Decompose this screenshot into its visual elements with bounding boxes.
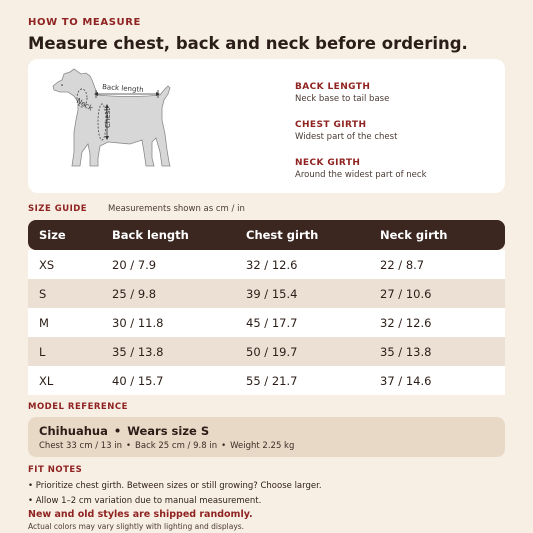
definition-desc: Around the widest part of neck	[295, 170, 427, 180]
column-header-back-length: Back length	[112, 228, 189, 242]
cell-neck-girth: 37 / 14.6	[380, 373, 432, 388]
size-table	[28, 220, 505, 395]
cell-chest-girth: 45 / 17.7	[246, 315, 298, 330]
cell-size: M	[39, 315, 49, 330]
model-reference-label: MODEL REFERENCE	[28, 402, 128, 412]
cell-size: S	[39, 286, 47, 301]
definition-desc: Widest part of the chest	[295, 132, 398, 142]
diagram-card	[28, 59, 505, 193]
definition-chest-girth	[295, 119, 495, 144]
color-disclaimer: Actual colors may vary slightly with lighting and displays.	[28, 522, 245, 531]
cell-back-length: 20 / 7.9	[112, 257, 157, 272]
bullet-separator: •	[221, 441, 227, 451]
table-row	[28, 337, 505, 366]
measurement-definitions	[295, 81, 495, 195]
model-back: Back 25 cm / 9.8 in	[135, 441, 218, 451]
cell-back-length: 25 / 9.8	[112, 286, 157, 301]
table-row	[28, 250, 505, 279]
fit-notes-list	[28, 479, 508, 508]
column-header-size: Size	[39, 228, 66, 242]
neck-label: Neck	[75, 96, 95, 113]
dog-eye	[61, 84, 63, 86]
cell-size: XS	[39, 257, 55, 272]
model-title	[39, 424, 494, 438]
definition-title: NECK GIRTH	[295, 158, 361, 168]
table-row	[28, 308, 505, 337]
cell-chest-girth: 55 / 21.7	[246, 373, 298, 388]
back-length-label: Back length	[101, 83, 144, 94]
cell-neck-girth: 35 / 13.8	[380, 344, 432, 359]
eyebrow: HOW TO MEASURE	[28, 17, 141, 28]
cell-neck-girth: 27 / 10.6	[380, 286, 432, 301]
fit-notes-label: FIT NOTES	[28, 465, 83, 475]
chest-label: Chest	[104, 107, 112, 128]
definition-title: CHEST GIRTH	[295, 120, 367, 130]
cell-back-length: 35 / 13.8	[112, 344, 164, 359]
cell-chest-girth: 32 / 12.6	[246, 257, 298, 272]
table-row	[28, 366, 505, 395]
page-title: Measure chest, back and neck before ordering.	[28, 34, 468, 53]
column-header-neck-girth: Neck girth	[380, 228, 448, 242]
model-size: Wears size S	[127, 424, 210, 438]
bullet-separator: •	[126, 441, 132, 451]
model-breed: Chihuahua	[39, 424, 108, 438]
model-weight: Weight 2.25 kg	[230, 441, 295, 451]
model-reference-card	[28, 417, 505, 457]
cell-back-length: 30 / 11.8	[112, 315, 164, 330]
size-guide-header	[28, 204, 505, 216]
size-guide-note: Measurements shown as cm / in	[108, 204, 245, 214]
bullet-separator: •	[113, 424, 122, 438]
cell-size: L	[39, 344, 46, 359]
definition-title: BACK LENGTH	[295, 82, 371, 92]
cell-back-length: 40 / 15.7	[112, 373, 164, 388]
definition-neck-girth	[295, 157, 495, 182]
cell-chest-girth: 50 / 19.7	[246, 344, 298, 359]
table-header	[28, 220, 505, 250]
fit-note: • Allow 1–2 cm variation due to manual measurement.	[28, 495, 262, 506]
fit-note: • Prioritize chest girth. Between sizes or still growing? Choose larger.	[28, 481, 322, 491]
definition-desc: Neck base to tail base	[295, 94, 390, 104]
cell-neck-girth: 32 / 12.6	[380, 315, 432, 330]
cell-neck-girth: 22 / 8.7	[380, 257, 425, 272]
size-guide-title: SIZE GUIDE	[28, 204, 88, 214]
shipping-notice: New and old styles are shipped randomly.	[28, 509, 253, 520]
definition-back-length	[295, 81, 495, 106]
cell-size: XL	[39, 373, 54, 388]
cell-chest-girth: 39 / 15.4	[246, 286, 298, 301]
dog-measurement-diagram	[48, 62, 198, 187]
model-chest: Chest 33 cm / 13 in	[39, 441, 123, 451]
model-details	[39, 439, 494, 453]
table-row	[28, 279, 505, 308]
column-header-chest-girth: Chest girth	[246, 228, 319, 242]
